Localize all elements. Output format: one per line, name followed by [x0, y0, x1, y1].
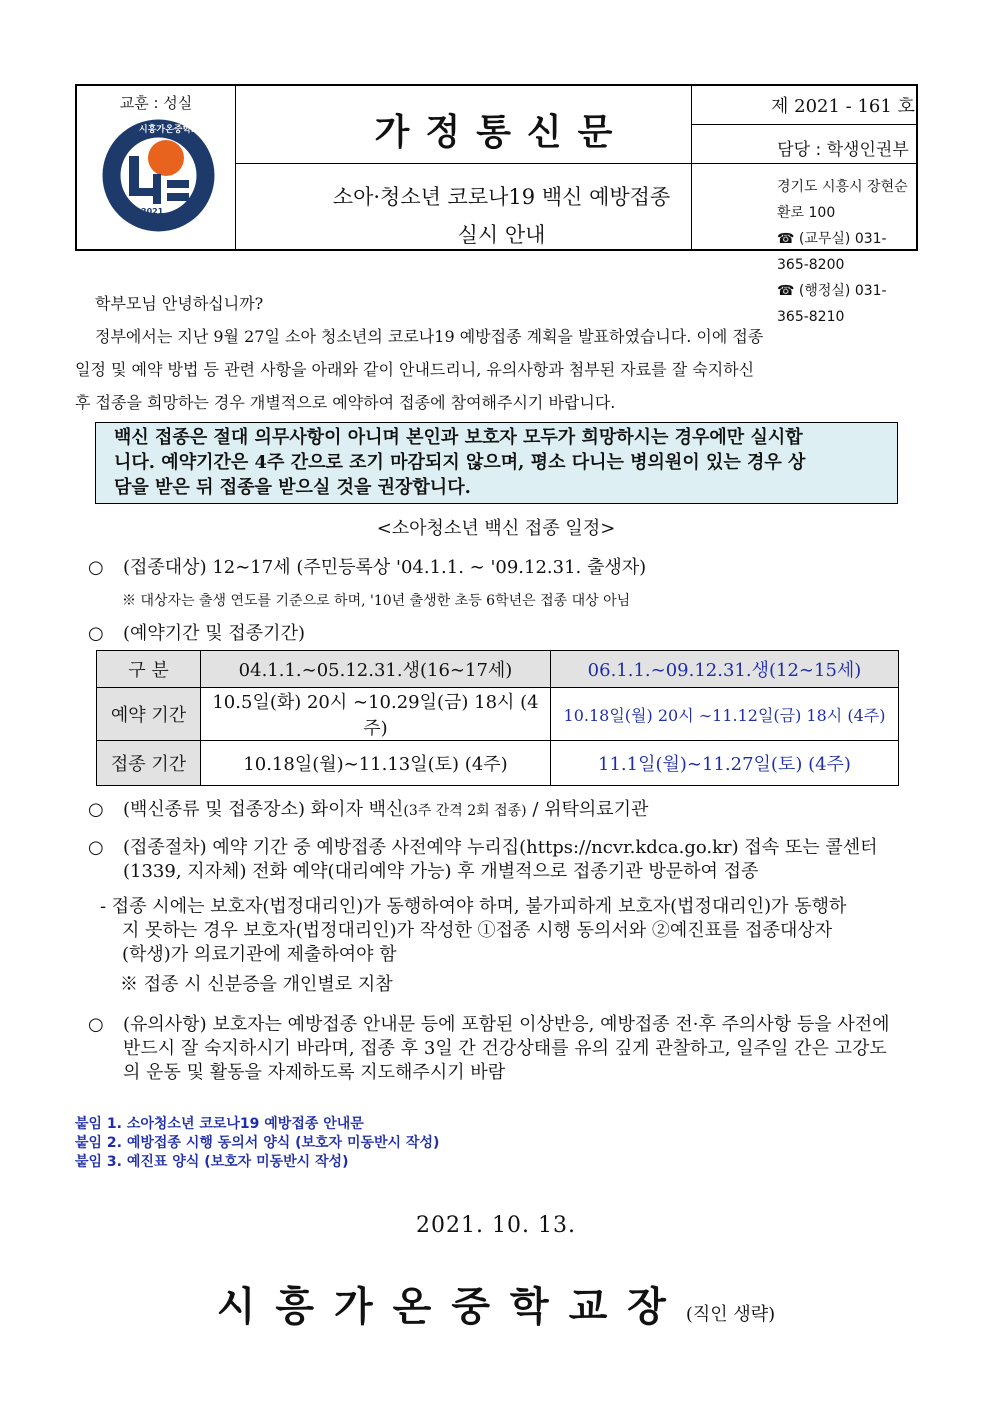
header-box	[75, 84, 918, 325]
table-header-cell: 구 분	[97, 651, 201, 688]
department: 담당 : 학생인권부	[777, 140, 909, 160]
id-note: ※ 접종 시 신분증을 개인별로 지참	[120, 974, 393, 995]
school-address: 경기도 시흥시 장현순환로 100 ☎ (교무실) 031-365-8200 ☎ (행정실) 031-365-8210	[777, 174, 917, 330]
accompany-note: - 접종 시에는 보호자(법정대리인)가 동행하여야 하며, 불가피하게 보호자(법정대리인)가 동행하 지 못하는 경우 보호자(법정대리인)가 작성한 ①접종 시행 동의서와 ②예진표를 접종대상자 (학생)가 의료기관에 제출하여야 함	[100, 896, 847, 965]
issue-date: 2021. 10. 13.	[416, 1213, 576, 1238]
table-cell: 접종 기간	[97, 741, 201, 786]
table-cell: 10.5일(화) 20시 ∼10.29일(금) 18시 (4주)	[201, 688, 551, 741]
table-cell: 11.1일(월)∼11.27일(토) (4주)	[551, 741, 899, 786]
schedule-table	[96, 650, 899, 786]
page-title: 가정통신문	[374, 112, 629, 153]
notice-subtitle: 소아·청소년 코로나19 백신 예방접종 실시 안내	[332, 185, 671, 247]
signature: 시흥가온중학교장(직인 생략)	[216, 1284, 776, 1330]
table-row	[97, 651, 899, 688]
svg-text:2021: 2021	[141, 207, 164, 216]
header-divider	[235, 163, 917, 164]
phone-icon: ☎ (교무실) 031-365-8200	[777, 231, 887, 273]
attachment-item: 붙임 2. 예방접종 시행 동의서 양식 (보호자 미동반시 작성)	[75, 1135, 440, 1151]
school-motto: 교훈 : 성실	[119, 94, 193, 112]
table-header-cell: 04.1.1.∼05.12.31.생(16∼17세)	[201, 651, 551, 688]
table-cell: 예약 기간	[97, 688, 201, 741]
table-cell: 10.18일(월) 20시 ∼11.12일(금) 18시 (4주)	[551, 688, 899, 741]
table-header-cell: 06.1.1.∼09.12.31.생(12∼15세)	[551, 651, 899, 688]
issue-number: 제 2021 - 161 호	[771, 96, 915, 117]
caution-item: ○ (유의사항) 보호자는 예방접종 안내문 등에 포함된 이상반응, 예방접종 전·후 주의사항 등을 사전에 반드시 잘 숙지하시기 바라며, 접종 후 3일 간 건강상태를 유의 깊게 관찰하고, 일주일 간은 고강도 의 운동 및 활동을 자제하도록 지도해주시기 바람	[88, 1014, 890, 1083]
svg-text:시흥가온중학교: 시흥가온중학교	[139, 125, 200, 135]
table-cell: 10.18일(월)∼11.13일(토) (4주)	[201, 741, 551, 786]
target-item: ○ (접종대상) 12∼17세 (주민등록상 '04.1.1. ∼ '09.12.31. 출생자)	[88, 557, 647, 578]
attachment-list	[75, 1115, 439, 1172]
attachment-item: 붙임 3. 예진표 양식 (보호자 미동반시 작성)	[75, 1154, 349, 1170]
table-row	[97, 688, 899, 741]
target-note: ※ 대상자는 출생 연도를 기준으로 하며, '10년 출생한 초등 6학년은 접종 대상 아님	[122, 593, 631, 609]
notice-box: 백신 접종은 절대 의무사항이 아니며 본인과 보호자 모두가 희망하시는 경우에만 실시합 니다. 예약기간은 4주 간으로 조기 마감되지 않으며, 평소 다니는 병의원이 있는 경우 상 담을 받은 뒤 접종을 받으실 것을 권장합니다.	[95, 422, 898, 504]
procedure-item: ○ (접종절차) 예약 기간 중 예방접종 사전예약 누리집(https://ncvr.kdca.go.kr) 접속 또는 콜센터 (1339, 지자체) 전화 예약(대리예약 가능) 후 개별적으로 접종기관 방문하여 접종	[88, 837, 878, 882]
attachment-item: 붙임 1. 소아청소년 코로나19 예방접종 안내문	[75, 1116, 364, 1132]
intro-text: 학부모님 안녕하십니까? 정부에서는 지난 9월 27일 소아 청소년의 코로나19 예방접종 계획을 발표하였습니다. 이에 접종 일정 및 예약 방법 등 관련 사항을 아래와 같이 안내드리니, 유의사항과 첨부된 자료를 잘 숙지하신 후 접종을 희망하는 경우 개별적으로 예약하여 접종에 참여해주시기 바랍니다.	[75, 294, 764, 412]
table-row	[97, 741, 899, 786]
period-item: ○ (예약기간 및 접종기간)	[88, 623, 305, 644]
vaccine-item: ○ (백신종류 및 접종장소) 화이자 백신(3주 간격 2회 접종) / 위탁의료기관	[88, 799, 649, 820]
school-logo	[101, 118, 216, 233]
schedule-heading: <소아청소년 백신 접종 일정>	[376, 518, 616, 539]
